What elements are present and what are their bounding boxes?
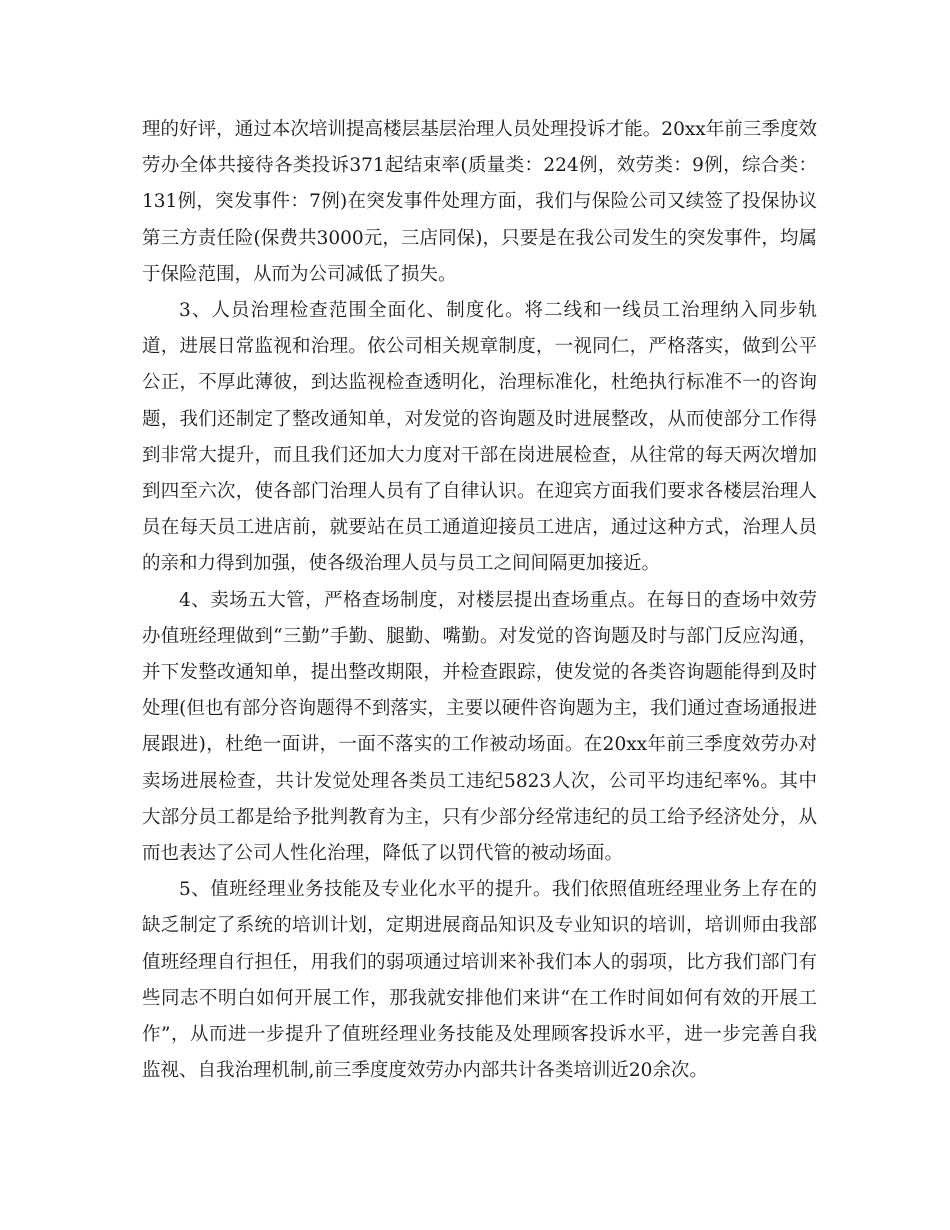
paragraph-manager-training: 5、值班经理业务技能及专业化水平的提升。我们依照值班经理业务上存在的缺乏制定了系统的培训计划，定期进展商品知识及专业知识的培训，培训师由我部值班经理自行担任，用我们的弱项通过培训来补我们本人的弱项，比方我们部门有些同志不明白如何开展工作，那我就安排他们来讲“在工作时间如何有效的开展工作”，从而进一步提升了值班经理业务技能及处理顾客投诉水平，进一步完善自我监视、自我治理机制,前三季度度效劳办内部共计各类培训近20余次。	[142, 879, 817, 1082]
paragraph-complaint-handling: 理的好评，通过本次培训提高楼层基层治理人员处理投诉才能。20xx年前三季度效劳办全体共接待各类投诉371起结束率(质量类：224例，效劳类：9例，综合类：131例，突发事件：7例)在突发事件处理方面，我们与保险公司又续签了投保协议第三方责任险(保费共3000元，三店同保)，只要是在我公司发生的突发事件，均属于保险范围，从而为公司减低了损失。	[142, 119, 817, 285]
paragraph-staff-inspection: 3、人员治理检查范围全面化、制度化。将二线和一线员工治理纳入同步轨道，进展日常监视和治理。依公司相关规章制度，一视同仁，严格落实，做到公平公正，不厚此薄彼，到达监视检查透明化，治理标准化，杜绝执行标准不一的咨询题，我们还制定了整改通知单，对发觉的咨询题及时进展整改，从而使部分工作得到非常大提升，而且我们还加大力度对干部在岗进展检查，从往常的每天两次增加到四至六次，使各部门治理人员有了自律认识。在迎宾方面我们要求各楼层治理人员在每天员工进店前，就要站在员工通道迎接员工进店，通过这种方式，治理人员的亲和力得到加强，使各级治理人员与员工之间间隔更加接近。	[142, 300, 817, 575]
paragraph-floor-management: 4、卖场五大管，严格查场制度，对楼层提出查场重点。在每日的查场中效劳办值班经理做到“三勤”手勤、腿勤、嘴勤。对发觉的咨询题及时与部门反应沟通，并下发整改通知单，提出整改期限，并检查跟踪，使发觉的各类咨询题能得到及时处理(但也有部分咨询题得不到落实，主要以硬件咨询题为主，我们通过查场通报进展跟进)，杜绝一面讲，一面不落实的工作被动场面。在20xx年前三季度效劳办对卖场进展检查，共计发觉处理各类员工违纪5823人次，公司平均违纪率%。其中大部分员工都是给予批判教育为主，只有少部分经常违纪的员工给予经济处分，从而也表达了公司人性化治理，降低了以罚代管的被动场面。	[142, 589, 817, 865]
document-body	[142, 112, 817, 1089]
